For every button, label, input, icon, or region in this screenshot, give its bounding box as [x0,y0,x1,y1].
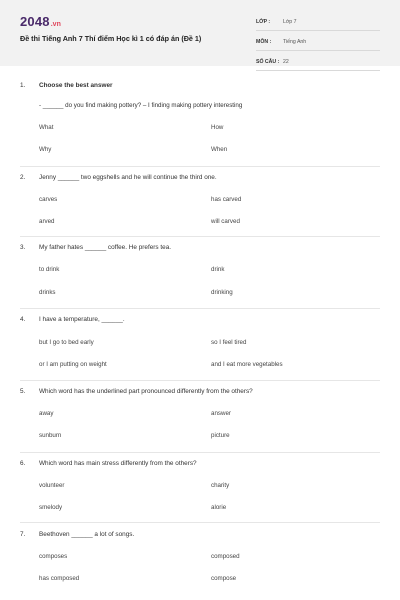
option-c[interactable]: or I am putting on weight [39,361,107,368]
question-stem: I have a temperature, ______. [39,316,125,323]
question-number: 5. [20,388,26,395]
option-b[interactable]: charity [211,482,230,489]
site-logo[interactable] [20,14,61,29]
option-d[interactable]: compose [211,575,237,582]
option-c[interactable]: smelody [39,504,63,511]
meta-value: 22 [283,59,289,65]
divider [20,452,380,453]
meta-label: SỐ CÂU : [256,59,280,65]
option-c[interactable]: Why [39,146,52,153]
question-number: 1. [20,82,26,89]
option-a[interactable]: carves [39,196,58,203]
option-d[interactable]: picture [211,432,230,439]
option-b[interactable]: answer [211,410,231,417]
question-stem: Which word has main stress differently from the others? [39,460,197,467]
meta-value: Tiếng Anh [283,39,307,45]
option-c[interactable]: sunburn [39,432,62,439]
meta-value: Lớp 7 [283,19,297,25]
option-d[interactable]: will carved [211,218,240,225]
meta-class [256,14,380,31]
question-number: 3. [20,244,26,251]
logo-number: 2048 [20,14,50,29]
option-d[interactable]: and I eat more vegetables [211,361,283,368]
option-a[interactable]: away [39,410,54,417]
question-sub: - ______ do you find making pottery? – I finding making pottery interesting [39,102,243,109]
divider [20,308,380,309]
question-stem: Which word has the underlined part pronounced differently from the others? [39,388,253,395]
option-a[interactable]: to drink [39,266,60,273]
divider [20,522,380,523]
option-b[interactable]: composed [211,553,240,560]
question-stem: Jenny ______ two eggshells and he will continue the third one. [39,174,217,181]
exam-title: Đề thi Tiếng Anh 7 Thí điểm Học kì 1 có đáp án (Đề 1) [20,34,202,43]
option-a[interactable]: What [39,124,54,131]
option-a[interactable]: volunteer [39,482,65,489]
option-c[interactable]: drinks [39,289,56,296]
divider [20,380,380,381]
option-c[interactable]: has composed [39,575,80,582]
question-stem: My father hates ______ coffee. He prefers tea. [39,244,172,251]
option-b[interactable]: drink [211,266,225,273]
question-number: 6. [20,460,26,467]
divider [20,236,380,237]
header [0,0,400,66]
question-number: 4. [20,316,26,323]
option-d[interactable]: alorie [211,504,227,511]
divider [20,166,380,167]
option-b[interactable]: has carved [211,196,242,203]
option-c[interactable]: arved [39,218,55,225]
option-d[interactable]: drinking [211,289,233,296]
option-b[interactable]: so I feel tired [211,339,247,346]
question-number: 2. [20,174,26,181]
meta-question-count [256,54,380,71]
option-b[interactable]: How [211,124,224,131]
option-a[interactable]: but I go to bed early [39,339,94,346]
option-d[interactable]: When [211,146,228,153]
logo-suffix: .vn [50,21,61,28]
question-number: 7. [20,531,26,538]
meta-label: LỚP : [256,19,271,25]
question-stem: Beethoven ______ a lot of songs. [39,531,135,538]
exam-meta [256,14,380,74]
option-a[interactable]: composes [39,553,68,560]
meta-subject [256,34,380,51]
meta-label: MÔN : [256,39,272,45]
question-stem: Choose the best answer [39,82,113,89]
